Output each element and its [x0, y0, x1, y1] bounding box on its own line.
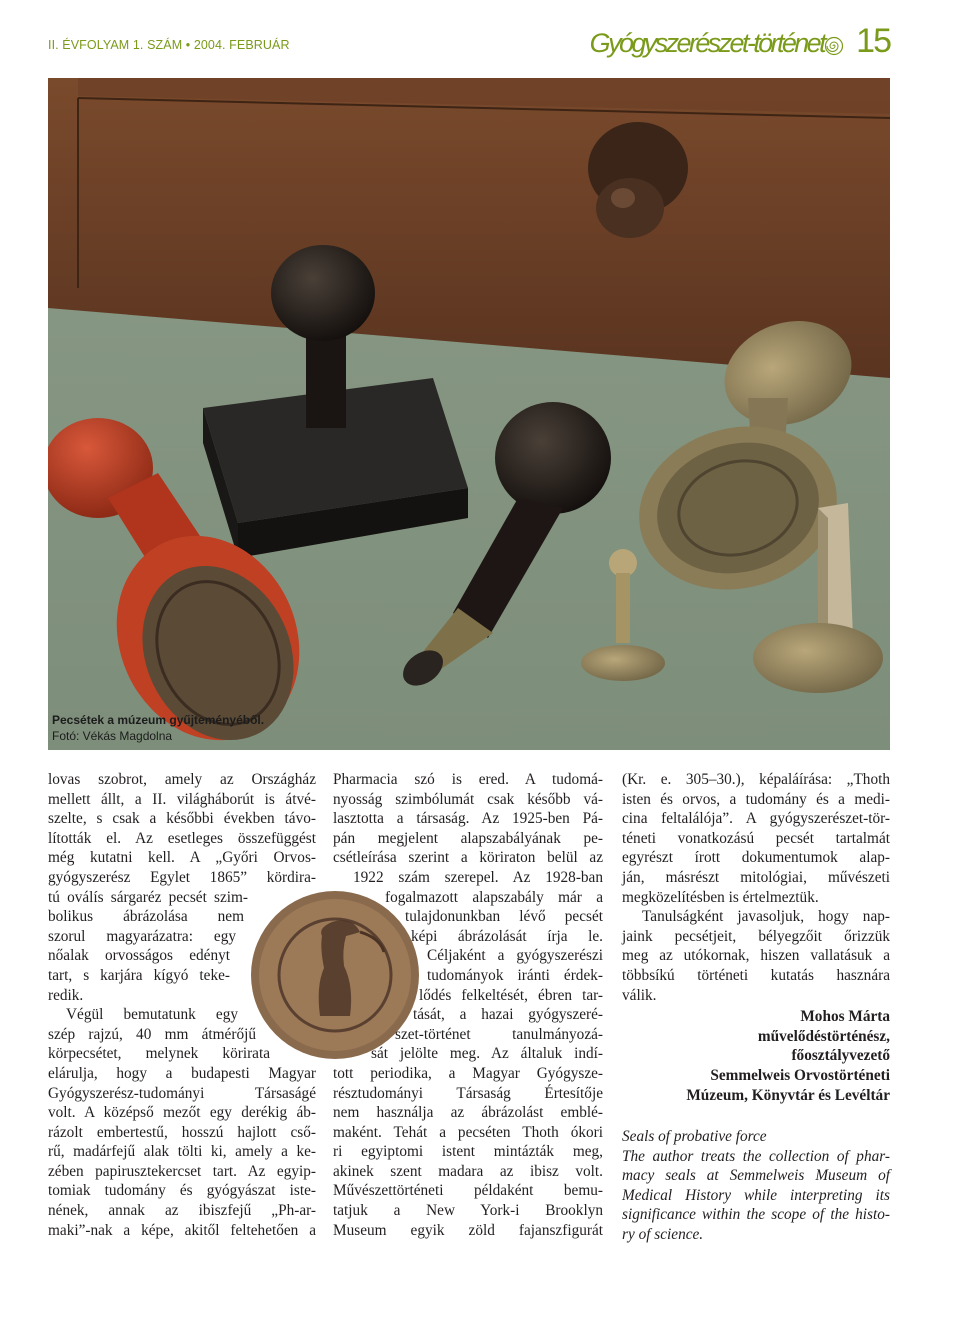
column-line: szép rajzú, 40 mm átmérőjű: [48, 1025, 256, 1043]
column-line: lasztotta a társaság. Az 1925-ben Pá-: [333, 810, 603, 828]
column-line: nem használja az ábrázolást emblé-: [333, 1104, 603, 1122]
column-line: rű, madárfejű alak tölti ki, amely a ke-: [48, 1143, 316, 1161]
column-line: mellett állt, a II. világháborút is átvé-: [48, 790, 316, 808]
author-organization: Semmelweis Orvostörténeti: [710, 1066, 890, 1084]
column-line: redik.: [48, 986, 84, 1004]
column-line: Museum egyik zöld fajanszfigurát: [333, 1221, 603, 1239]
column-line: volt. A középső mezőt egy derékig áb-: [48, 1104, 316, 1122]
column-line: tulajdonunkban lévő pecsét: [405, 908, 603, 926]
author-organization: Múzeum, Könyvtár és Levéltár: [686, 1086, 890, 1104]
caption-title: Pecsétek a múzeum gyűjteményéből.: [52, 713, 265, 727]
column-line: egyrészt írott dokumentumok alap-: [622, 849, 890, 867]
issue-label: II. ÉVFOLYAM 1. SZÁM • 2004. FEBRUÁR: [48, 38, 290, 52]
column-line: tott periodika, a Magyar Gyógysze-: [333, 1064, 603, 1082]
column-line: lovas szobrot, amely az Országház: [48, 771, 316, 788]
column-line: gyógyszerész Egylet 1865” kördira-: [48, 868, 316, 886]
abstract-line: significance within the scope of the histo-: [622, 1206, 890, 1224]
column-line: Végül bemutatunk egy: [66, 1006, 238, 1024]
column-line: tomiak tudomány és gyógyászat iste-: [48, 1182, 316, 1200]
column-line: Céljaként a gyógyszerészi: [427, 947, 603, 965]
column-line: többsíkú történeti kutatás hasznára: [622, 966, 890, 984]
abstract-line: Medical History while interpreting its: [622, 1186, 890, 1204]
column-line: tudományok iránti érdek-: [427, 966, 603, 984]
abstract-line: macy seals at Semmelweis Museum of: [622, 1167, 890, 1185]
caption-credit: Fotó: Vékás Magdolna: [52, 729, 173, 743]
column-line: tását, a hazai gyógyszeré-: [413, 1006, 603, 1024]
column-line: nének, annak az ibiszfejű „Ph-ar-: [48, 1202, 316, 1220]
abstract-line: ry of science.: [622, 1226, 704, 1244]
column-line: pán megjelent alapszabályának pe-: [333, 829, 603, 847]
column-line: lították el. Az esetleges összefüggést: [48, 829, 316, 847]
article-column-3: [622, 770, 890, 1245]
column-line: tú oválís sárgaréz pecsét szim-: [48, 888, 248, 906]
column-line: válik.: [622, 986, 657, 1004]
section-title: Gyógyszerészet-történet: [589, 28, 824, 58]
english-abstract: [622, 1127, 890, 1245]
author-title: művelődéstörténész,: [757, 1027, 890, 1045]
column-line: tart, s karjára kígyó teke-: [48, 966, 230, 984]
column-line: még kutatni kell. A „Győri Orvos-: [48, 849, 316, 867]
column-line: cina feltalálója”. A gyógyszerészet-tör-: [622, 810, 890, 828]
abstract-title: Seals of probative force: [622, 1128, 767, 1146]
column-line: megközelítésben is értelmeztük.: [622, 888, 819, 906]
column-line: (Kr. e. 305–30.), képaláírása: „Thoth: [622, 771, 890, 788]
column-line: meg az utókornak, hiszen vallatásuk a: [622, 947, 890, 965]
column-line: tatjuk a New York-i Brooklyn: [333, 1202, 603, 1220]
abstract-line: The author treats the collection of phar-: [622, 1147, 890, 1165]
column-line: ri egyiptomi istent mintázták meg,: [333, 1143, 603, 1161]
column-line: nyosság szimbólumát csak később vá-: [333, 790, 603, 808]
spiral-icon: [824, 36, 844, 56]
author-name: Mohos Márta: [800, 1008, 890, 1026]
column-line: Gyógyszerész-tudományi Társaságé: [48, 1084, 316, 1102]
column-line: résztudományi Társaság Értesítője: [333, 1084, 603, 1102]
column-line: 1922 szám szerepel. Az 1928-ban: [353, 868, 603, 886]
author-block: [622, 1007, 890, 1105]
column-line: lődés felkeltését, ébren tar-: [419, 986, 603, 1004]
column-line: szelte, s csak a későbbi években távo-: [48, 810, 316, 828]
column-line: isten és orvos, a tudomány és a medi-: [622, 790, 890, 808]
column-line: akinek szent madara az ibisz volt.: [333, 1162, 603, 1180]
column-line: sát jelölte meg. Az általuk indí-: [371, 1045, 603, 1063]
article-column-1: [48, 770, 316, 1240]
column-line: Tanulságként javasoljuk, hogy nap-: [642, 908, 890, 926]
column-line: téneti vonatkozású pecsét tartalmát: [622, 829, 890, 847]
author-title: főosztályvezető: [791, 1047, 890, 1065]
photo-caption: [52, 712, 264, 744]
column-line: szorul magyarázatra: egy: [48, 927, 236, 945]
column-line: szet-történet tanulmányozá-: [395, 1025, 603, 1043]
column-line: elárulja, hogy a budapesti Magyar: [48, 1064, 316, 1082]
column-line: maki”-nak a képe, akitől feltehetően a: [48, 1221, 316, 1239]
column-line: jaink pecsétjeit, bélyegzőit őrizzük: [622, 927, 890, 945]
column-line: képi ábrázolását írja le.: [411, 927, 603, 945]
column-line: zében papirusztekercset tart. Az egyip-: [48, 1162, 316, 1180]
column-line: csétleírása szerint a köriraton belül az: [333, 849, 603, 867]
column-line: rázolt embertestű, hosszú hajlott cső-: [48, 1123, 316, 1141]
column-line: Pharmacia szó is ered. A tudomá-: [333, 771, 603, 788]
column-line: fogalmazott alapszabály már a: [385, 888, 603, 906]
article-column-2: [333, 770, 603, 1240]
column-line: ján, másrészt mitológiai, művészeti: [622, 868, 890, 886]
column-line: maként. Tehát a pecséten Thoth ókori: [333, 1123, 603, 1141]
seals-photo: [48, 78, 890, 750]
page-number: 15: [856, 22, 890, 60]
column-line: Művészettörténeti példaként bemu-: [333, 1182, 603, 1200]
column-line: körpecsétet, melynek körirata: [48, 1045, 270, 1063]
column-line: nőalak orvosságos edényt: [48, 947, 230, 965]
column-line: bolikus ábrázolása nem: [48, 908, 244, 926]
